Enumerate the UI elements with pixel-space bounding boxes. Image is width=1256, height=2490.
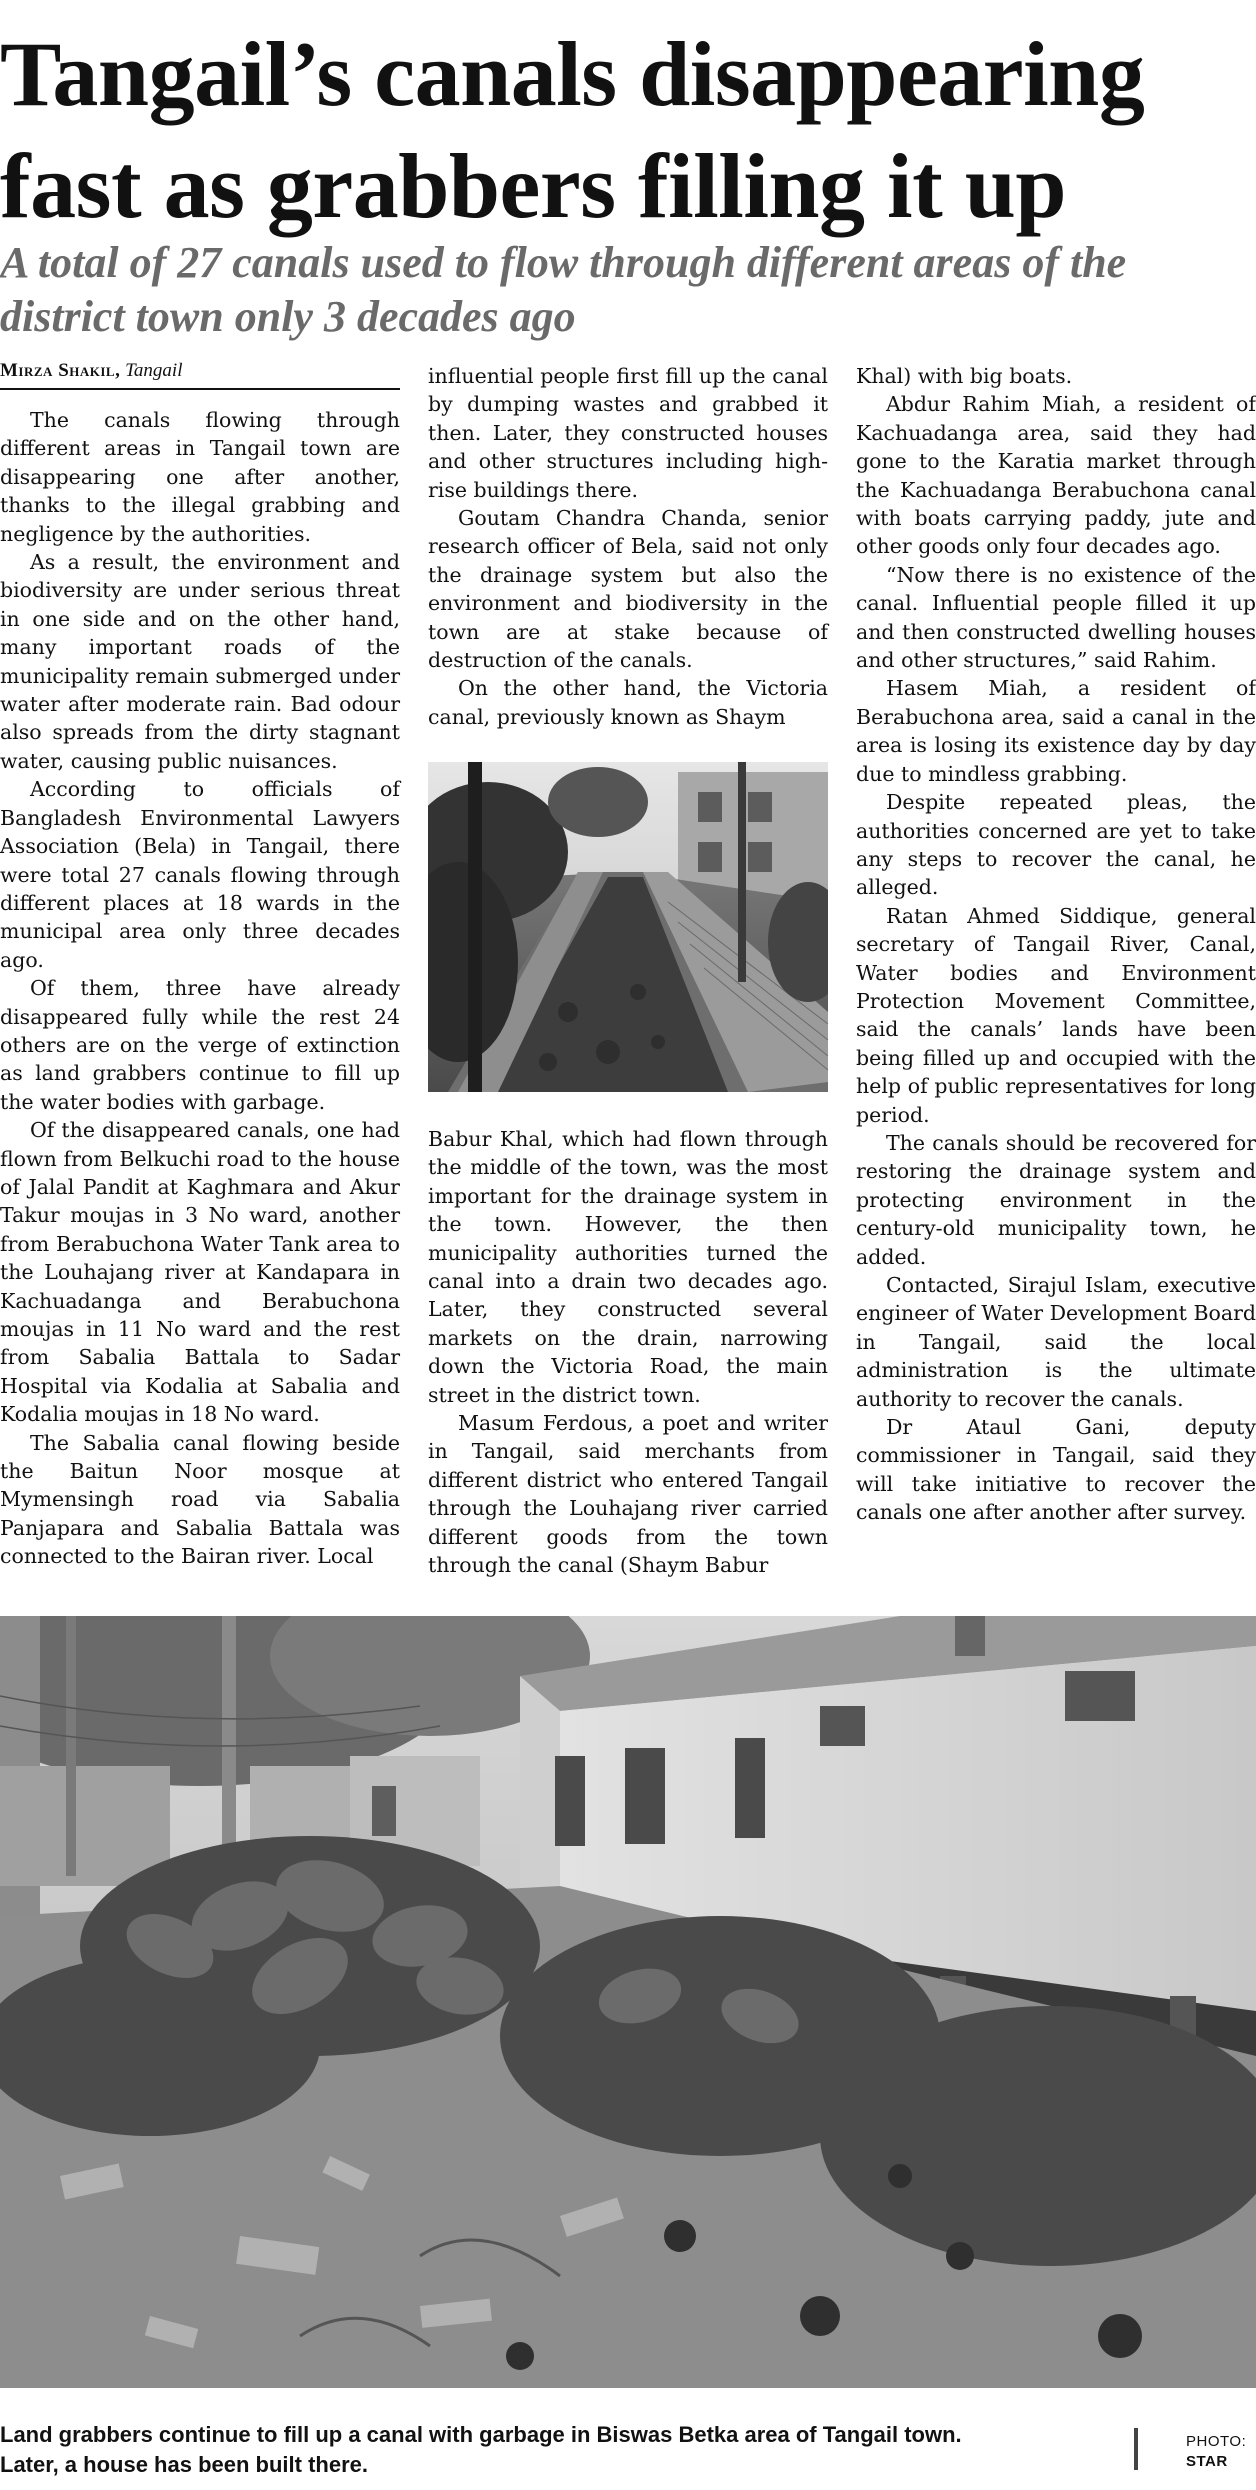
byline-location: Tangail <box>125 360 183 381</box>
paragraph: The Sabalia canal flowing beside the Baitun Noor mosque at Mymensingh road via Sabalia Panjapara and Sabalia Battala was connected to the Bairan river. Local <box>0 1430 400 1569</box>
paragraph: Babur Khal, which had flown through the middle of the town, was the most important for the drainage system in the town. However, the then municipality authorities turned the canal into a drain two decades ago. Later, they constructed several markets on the drain, narrowing down the Victoria Road, the main street in the district town. <box>428 1127 828 1407</box>
paragraph: Abdur Rahim Miah, a resident of Kachuadanga area, said they had gone to the Karatia market through the Kachuadanga Berabuchona canal with boats carrying paddy, jute and other goods only four decades ago. <box>856 392 1256 559</box>
byline-author: Mirza Shakil, <box>0 360 121 381</box>
headline <box>0 18 1256 242</box>
paragraph: The canals flowing through different areas in Tangail town are disappearing one after another, thanks to the illegal grabbing and negligence by the authorities. <box>0 408 400 546</box>
paragraph: Masum Ferdous, a poet and writer in Tangail, said merchants from different district who entered Tangail through the Louhajang river carried different goods from the town through the canal (Shaym Babur <box>428 1411 828 1578</box>
photo-credit-label: PHOTO: <box>1186 2433 1247 2450</box>
article-column-2-top <box>428 362 828 731</box>
photo-credit-source: STAR <box>1186 2453 1228 2470</box>
paragraph: As a result, the environment and biodiversity are under serious threat in one side and on the other hand, many important roads of the municipality remain submerged under water after moderate rain. Bad odour also spreads from the dirty stagnant water, causing public nuisances. <box>0 550 400 773</box>
photo-credit <box>1186 2432 1256 2472</box>
article-column-2-bottom <box>428 1125 828 1580</box>
canal-drain-illustration <box>428 762 828 1092</box>
photo-caption <box>0 2420 1110 2480</box>
paragraph: Contacted, Sirajul Islam, executive engineer of Water Development Board in Tangail, said the local administration is the ultimate authority to recover the canals. <box>856 1273 1256 1411</box>
paragraph: Goutam Chandra Chanda, senior research officer of Bela, said not only the drainage system but also the environment and biodiversity in the town are at stake because of destruction of the canals. <box>428 506 828 673</box>
article-column-3 <box>856 362 1256 1527</box>
headline-line-2: fast as grabbers filling it up <box>0 135 1067 237</box>
paragraph: Khal) with big boats. <box>856 364 1073 388</box>
paragraph: Hasem Miah, a resident of Berabuchona area, said a canal in the area is losing its existence day by day due to mindless grabbing. <box>856 676 1256 786</box>
paragraph: Of the disappeared canals, one had flown from Belkuchi road to the house of Jalal Pandit at Kaghmara and Akur Takur moujas in 3 No ward, another from Berabuchona Water Tank area to the Louhajang river at Kandapara in Kachuadanga and Berabuchona moujas in 11 No ward and the rest from Sabalia Battala to Sadar Hospital via Kodalia at Sabalia and Kodalia moujas in 18 No ward. <box>0 1118 400 1427</box>
paragraph: Despite repeated pleas, the authorities concerned are yet to take any steps to recover the canal, he alleged. <box>856 790 1256 900</box>
paragraph: The canals should be recovered for restoring the drainage system and protecting environment in the century-old municipality town, he added. <box>856 1130 1256 1269</box>
paragraph: Of them, three have already disappeared fully while the rest 24 others are on the verge of extinction as land grabbers continue to fill up the water bodies with garbage. <box>0 976 400 1114</box>
paragraph: According to officials of Bangladesh Environmental Lawyers Association (Bela) in Tangail, there were total 27 canals flowing through different places at 18 wards in the municipal area only three decades ago. <box>0 777 400 972</box>
garbage-canal-illustration <box>0 1616 1256 2388</box>
paragraph: Dr Ataul Gani, deputy commissioner in Tangail, said they will take initiative to recover the canals one after another after survey. <box>856 1415 1256 1525</box>
caption-line-1: Land grabbers continue to fill up a canal with garbage in Biswas Betka area of Tangail town. <box>0 2422 962 2447</box>
headline-line-1: Tangail’s canals disappearing <box>0 23 1145 125</box>
article-column-1 <box>0 406 400 1571</box>
byline <box>0 360 400 390</box>
subheadline <box>0 236 1256 344</box>
subheadline-line-2: district town only 3 decades ago <box>0 292 576 341</box>
paragraph: Ratan Ahmed Siddique, general secretary of Tangail River, Canal, Water bodies and Environment Protection Movement Committee, said the canals’ lands have been being filled up and occupied with the help of public representatives for long period. <box>856 903 1256 1127</box>
paragraph: On the other hand, the Victoria canal, previously known as Shaym <box>428 676 828 729</box>
canal-drain-photo <box>428 762 828 1092</box>
paragraph: “Now there is no existence of the canal. Influential people filled it up and then constructed dwelling houses and other structures,” said Rahim. <box>856 562 1256 673</box>
caption-divider <box>1134 2428 1138 2470</box>
paragraph: influential people first fill up the canal by dumping wastes and grabbed it then. Later, they constructed houses and other structures including high-rise buildings there. <box>428 364 828 502</box>
garbage-filled-canal-photo <box>0 1616 1256 2388</box>
caption-line-2: Later, a house has been built there. <box>0 2452 368 2477</box>
subheadline-line-1: A total of 27 canals used to flow through different areas of the <box>0 238 1127 287</box>
